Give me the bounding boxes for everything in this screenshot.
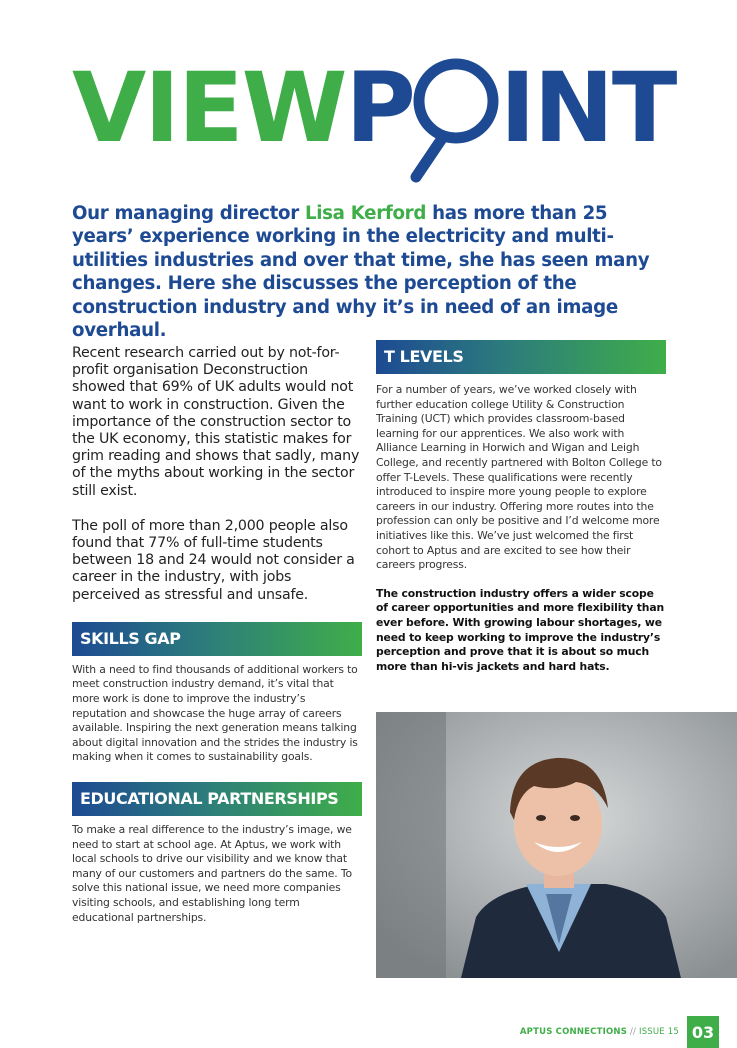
t-levels-body: For a number of years, we’ve worked closely with further education college Utility & Construction Training (UCT) which provides classroom-based learning for our apprentices. We also work with Alliance Learning in Horwich and Wigan and Leigh College, and recently partnered with Bolton College to offer T-Levels. These qualifications were recently introduced to inspire more young people to explore careers in our industry. Offering more routes into the profession can only be positive and I’d welcome more initiatives like this. We’ve just welcomed the first cohort to Aptus and are excited to see how their careers progress. <box>376 383 662 572</box>
left-column <box>72 345 362 925</box>
title-part-blue-2: INT <box>499 52 676 164</box>
portrait-illustration <box>376 712 737 978</box>
footer-magazine-info <box>520 1027 679 1037</box>
page-number: 03 <box>687 1016 719 1048</box>
intro-after: has more than 25 years’ experience working in the electricity and multi-utilities industries and over that time, she has seen many changes. Here she discusses the perception of the construction industry and why it’s in need of an image overhaul. <box>72 203 650 342</box>
right-column <box>376 340 666 674</box>
lead-paragraph-2: The poll of more than 2,000 people also found that 77% of full-time students between 18 and 24 would not consider a career in the industry, with jobs perceived as stressful and unsafe. <box>72 517 355 603</box>
skills-gap-body: With a need to find thousands of additional workers to meet construction industry demand, it’s vital that more work is done to improve the industry’s reputation and showcase the huge array of careers available. Inspiring the next generation means talking about digital innovation and the strides the industry is making when it comes to sustainability goals. <box>72 662 358 764</box>
skills-gap-heading: SKILLS GAP <box>72 622 362 656</box>
educational-partnerships-body: To make a real difference to the industry’s image, we need to start at school age. At Aptus, we work with local schools to drive our visibility and we know that many of our customers and partners do the same. To solve this national issue, we need more companies visiting schools, and establishing long term educational partnerships. <box>72 823 352 924</box>
educational-partnerships-heading: EDUCATIONAL PARTNERSHIPS <box>72 782 362 816</box>
title-part-green: VIEW <box>72 52 346 164</box>
intro-name: Lisa Kerford <box>304 203 427 224</box>
intro-before: Our managing director <box>72 203 305 224</box>
closing-statement: The construction industry offers a wider scope of career opportunities and more flexibility than ever before. With growing labour shortages, we need to keep working to improve the industry’s perception and prove that it is about so much more than hi-vis jackets and hard hats. <box>376 586 665 673</box>
lead-paragraph-1: Recent research carried out by not-for-profit organisation Deconstruction showed that 69% of UK adults would not want to work in construction. Given the importance of the construction sector to the UK economy, this statistic makes for grim reading and shows that sadly, many of the myths about working in the sector still exist. <box>72 345 360 499</box>
page-title <box>72 52 676 178</box>
magnifying-glass-icon <box>414 65 500 151</box>
title-part-blue-1: P <box>345 52 414 164</box>
portrait-photo <box>376 712 737 978</box>
footer <box>520 1016 719 1048</box>
intro-paragraph <box>72 202 672 342</box>
t-levels-heading: T LEVELS <box>376 340 666 374</box>
footer-issue: ISSUE 15 <box>638 1027 679 1037</box>
footer-magazine-name: APTUS CONNECTIONS <box>519 1027 628 1037</box>
footer-separator: // <box>627 1027 639 1037</box>
